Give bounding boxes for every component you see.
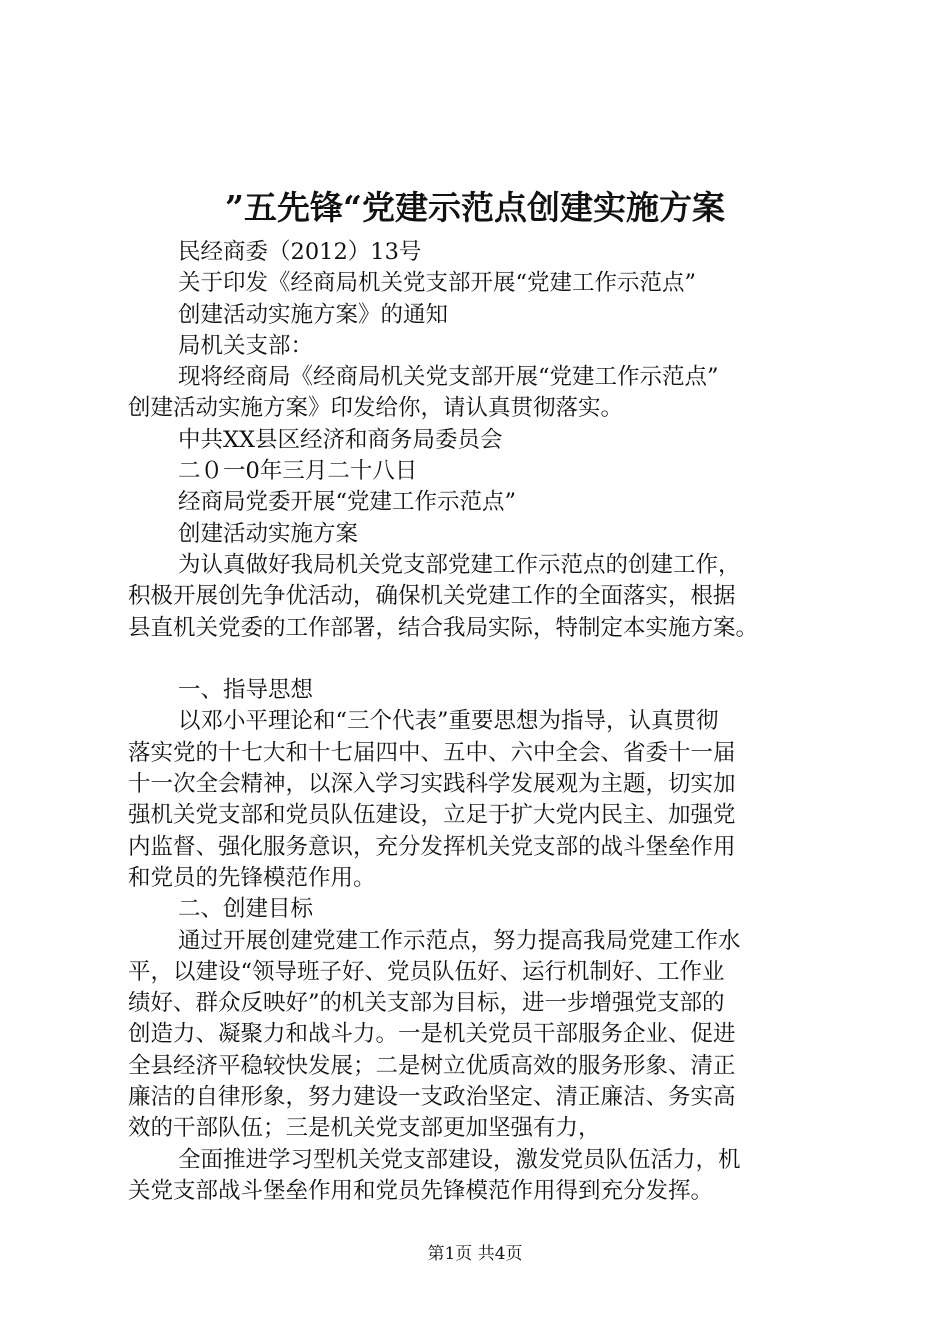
- document-body: [128, 237, 840, 1207]
- section-heading: 二、创建目标: [178, 896, 314, 923]
- doc-line: 县直机关党委的工作部署，结合我局实际，特制定本实施方案。: [128, 614, 759, 641]
- document-title: ”五先锋“党建示范点创建实施方案: [225, 188, 725, 227]
- doc-line: 强机关党支部和党员队伍建设，立足于扩大党内民主、加强党: [128, 802, 736, 829]
- doc-line: 十一次全会精神，以深入学习实践科学发展观为主题，切实加: [128, 771, 736, 798]
- doc-line: 以邓小平理论和“三个代表”重要思想为指导，认真贯彻: [178, 708, 719, 735]
- paragraph-gap: [128, 644, 840, 675]
- doc-line: 二０一0年三月二十八日: [178, 458, 418, 485]
- doc-line: 关于印发《经商局机关党支部开展“党建工作示范点”: [178, 270, 697, 297]
- doc-line: 创建活动实施方案: [178, 520, 359, 547]
- doc-line: 廉洁的自律形象，努力建设一支政治坚定、清正廉洁、务实高: [128, 1084, 736, 1111]
- doc-line: 民经商委（2012）13号: [178, 239, 422, 265]
- section-heading: 一、指导思想: [178, 677, 314, 704]
- doc-line: 局机关支部：: [178, 332, 314, 359]
- doc-line: 关党支部战斗堡垒作用和党员先锋模范作用得到充分发挥。: [128, 1177, 714, 1204]
- doc-line: 现将经商局《经商局机关党支部开展“党建工作示范点”: [178, 364, 719, 391]
- doc-line: 经商局党委开展“党建工作示范点”: [178, 489, 517, 516]
- doc-line: 全县经济平稳较快发展；二是树立优质高效的服务形象、清正: [128, 1052, 736, 1079]
- doc-line: 落实党的十七大和十七届四中、五中、六中全会、省委十一届: [128, 739, 736, 766]
- doc-line: 平，以建设“领导班子好、党员队伍好、运行机制好、工作业: [128, 958, 725, 985]
- doc-line: 绩好、群众反映好”的机关支部为目标，进一步增强党支部的: [128, 990, 725, 1017]
- doc-line: 和党员的先锋模范作用。: [128, 864, 376, 891]
- doc-line: 中共XX县区经济和商务局委员会: [178, 426, 503, 453]
- doc-line: 积极开展创先争优活动，确保机关党建工作的全面落实，根据: [128, 583, 736, 610]
- doc-line: 效的干部队伍；三是机关党支部更加坚强有力，: [128, 1115, 601, 1142]
- doc-line: 创建活动实施方案》印发给你，请认真贯彻落实。: [128, 395, 624, 422]
- doc-line: 内监督、强化服务意识，充分发挥机关党支部的战斗堡垒作用: [128, 833, 736, 860]
- doc-line: 全面推进学习型机关党支部建设，激发党员队伍活力，机: [178, 1146, 741, 1173]
- doc-line: 创造力、凝聚力和战斗力。一是机关党员干部服务企业、促进: [128, 1021, 736, 1048]
- doc-line: 为认真做好我局机关党支部党建工作示范点的创建工作，: [178, 551, 741, 578]
- page-number: 第1页 共4页: [427, 1244, 523, 1264]
- doc-line: 创建活动实施方案》的通知: [178, 301, 449, 328]
- doc-line: 通过开展创建党建工作示范点，努力提高我局党建工作水: [178, 927, 741, 954]
